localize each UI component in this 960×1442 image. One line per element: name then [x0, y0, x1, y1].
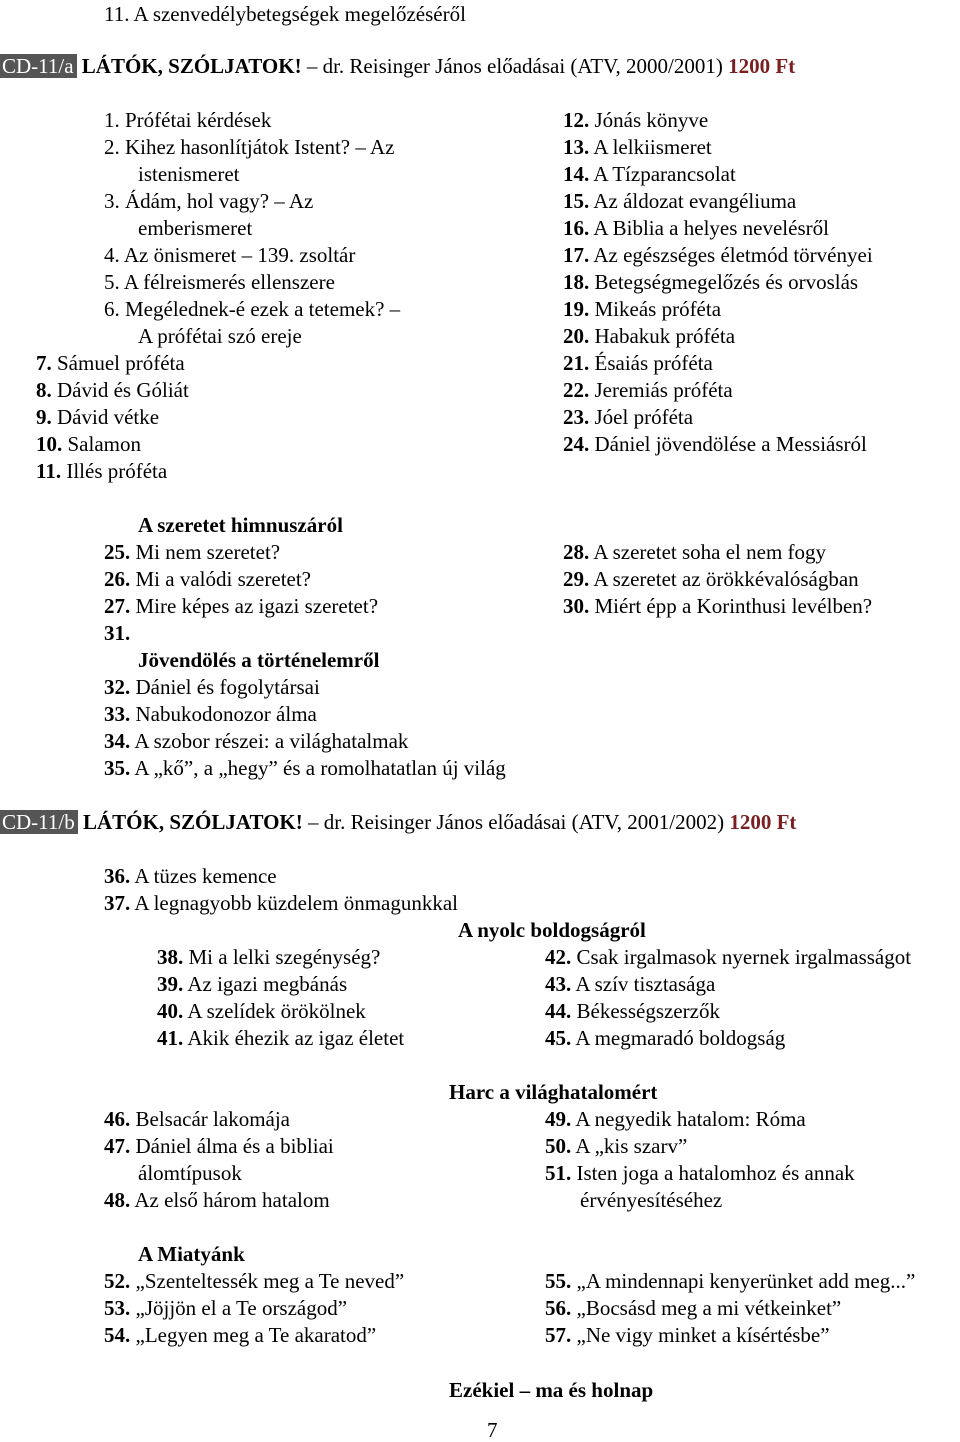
list-item: 17. Az egészséges életmód törvényei	[563, 243, 873, 267]
list-item: 41. Akik éhezik az igaz életet	[157, 1026, 405, 1050]
cd-a-subtitle: – dr. Reisinger János előadásai (ATV, 2000/2001)	[301, 54, 729, 78]
list-item-continuation: érvényesítéséhez	[580, 1188, 723, 1212]
list-item-continuation: istenismeret	[138, 162, 240, 186]
list-item: 15. Az áldozat evangéliuma	[563, 189, 797, 213]
list-item: 14. A Tízparancsolat	[563, 162, 736, 186]
list-item: 52. „Szenteltessék meg a Te neved”	[104, 1269, 405, 1293]
list-item: 23. Jóel próféta	[563, 405, 694, 429]
list-item: 44. Békességszerzők	[545, 999, 720, 1023]
list-item: 19. Mikeás próféta	[563, 297, 722, 321]
list-item: 26. Mi a valódi szeretet?	[104, 567, 312, 591]
list-item: 3. Ádám, hol vagy? – Az	[104, 189, 314, 213]
cd-a-price: 1200 Ft	[728, 54, 796, 78]
list-item: 10. Salamon	[36, 432, 141, 456]
list-item: 12. Jónás könyve	[563, 108, 709, 132]
list-item: 30. Miért épp a Korinthusi levélben?	[563, 594, 873, 618]
list-item-continuation: álomtípusok	[138, 1161, 242, 1185]
list-item: 27. Mire képes az igazi szeretet?	[104, 594, 379, 618]
list-item-number: 31.	[104, 621, 131, 645]
list-item: 53. „Jöjjön el a Te országod”	[104, 1296, 348, 1320]
page-number: 7	[487, 1418, 498, 1442]
subsection-heading-miatyank: A Miatyánk	[138, 1242, 245, 1266]
list-item: 42. Csak irgalmasok nyernek irgalmasságot	[545, 945, 912, 969]
list-item: 13. A lelkiismeret	[563, 135, 712, 159]
list-item: 7. Sámuel próféta	[36, 351, 185, 375]
cd-b-code: CD-11/b	[0, 810, 78, 834]
list-item: 55. „A mindennapi kenyerünket add meg...”	[545, 1269, 916, 1293]
list-item: 40. A szelídek örökölnek	[157, 999, 366, 1023]
cd-b-subtitle: – dr. Reisinger János előadásai (ATV, 2001/2002)	[302, 810, 730, 834]
subsection-heading-nyolc: A nyolc boldogságról	[458, 918, 646, 942]
list-item-continuation: A prófétai szó ereje	[138, 324, 302, 348]
list-item: 47. Dániel álma és a bibliai	[104, 1134, 334, 1158]
list-item: 21. Ésaiás próféta	[563, 351, 713, 375]
cd-a-code: CD-11/a	[0, 54, 77, 78]
cd-b-heading	[0, 810, 796, 834]
list-item: 43. A szív tisztasága	[545, 972, 716, 996]
cd-b-title: LÁTÓK, SZÓLJATOK!	[82, 810, 303, 834]
list-item: 18. Betegségmegelőzés és orvoslás	[563, 270, 859, 294]
list-item: 46. Belsacár lakomája	[104, 1107, 291, 1131]
list-item: 9. Dávid vétke	[36, 405, 160, 429]
section-header: 11. A szenvedélybetegségek megelőzéséről	[104, 2, 466, 26]
list-item: 49. A negyedik hatalom: Róma	[545, 1107, 806, 1131]
list-item: 25. Mi nem szeretet?	[104, 540, 281, 564]
list-item: 36. A tüzes kemence	[104, 864, 277, 888]
list-item: 37. A legnagyobb küzdelem önmagunkkal	[104, 891, 459, 915]
list-item: 16. A Biblia a helyes nevelésről	[563, 216, 829, 240]
list-item: 32. Dániel és fogolytársai	[104, 675, 320, 699]
list-item: 2. Kihez hasonlítjátok Istent? – Az	[104, 135, 395, 159]
list-item: 29. A szeretet az örökkévalóságban	[563, 567, 859, 591]
subsection-heading-jovendoles: Jövendölés a történelemről	[138, 648, 380, 672]
list-item: 24. Dániel jövendölése a Messiásról	[563, 432, 867, 456]
subsection-heading-ezekiel: Ezékiel – ma és holnap	[449, 1378, 654, 1402]
list-item: 33. Nabukodonozor álma	[104, 702, 317, 726]
list-item: 22. Jeremiás próféta	[563, 378, 733, 402]
list-item-continuation: emberismeret	[138, 216, 253, 240]
list-item: 54. „Legyen meg a Te akaratod”	[104, 1323, 377, 1347]
list-item: 20. Habakuk próféta	[563, 324, 736, 348]
list-item: 48. Az első három hatalom	[104, 1188, 330, 1212]
subsection-heading-harc: Harc a világhatalomért	[449, 1080, 658, 1104]
list-item: 56. „Bocsásd meg a mi vétkeinket”	[545, 1296, 842, 1320]
list-item: 51. Isten joga a hatalomhoz és annak	[545, 1161, 855, 1185]
list-item: 6. Megélednek-é ezek a tetemek? –	[104, 297, 401, 321]
cd-a-title: LÁTÓK, SZÓLJATOK!	[81, 54, 302, 78]
list-item: 28. A szeretet soha el nem fogy	[563, 540, 827, 564]
list-item: 4. Az önismeret – 139. zsoltár	[104, 243, 356, 267]
cd-b-price: 1200 Ft	[729, 810, 797, 834]
list-item: 45. A megmaradó boldogság	[545, 1026, 786, 1050]
subsection-heading-szeretet: A szeretet himnuszáról	[138, 513, 343, 537]
list-item: 8. Dávid és Góliát	[36, 378, 189, 402]
list-item: 5. A félreismerés ellenszere	[104, 270, 335, 294]
list-item: 1. Prófétai kérdések	[104, 108, 272, 132]
list-item: 34. A szobor részei: a világhatalmak	[104, 729, 409, 753]
list-item: 35. A „kő”, a „hegy” és a romolhatatlan új világ	[104, 756, 506, 780]
list-item: 39. Az igazi megbánás	[157, 972, 348, 996]
list-item: 57. „Ne vigy minket a kísértésbe”	[545, 1323, 830, 1347]
list-item: 11. Illés próféta	[36, 459, 168, 483]
list-item: 38. Mi a lelki szegénység?	[157, 945, 381, 969]
cd-a-heading	[0, 54, 795, 78]
list-item: 50. A „kis szarv”	[545, 1134, 688, 1158]
